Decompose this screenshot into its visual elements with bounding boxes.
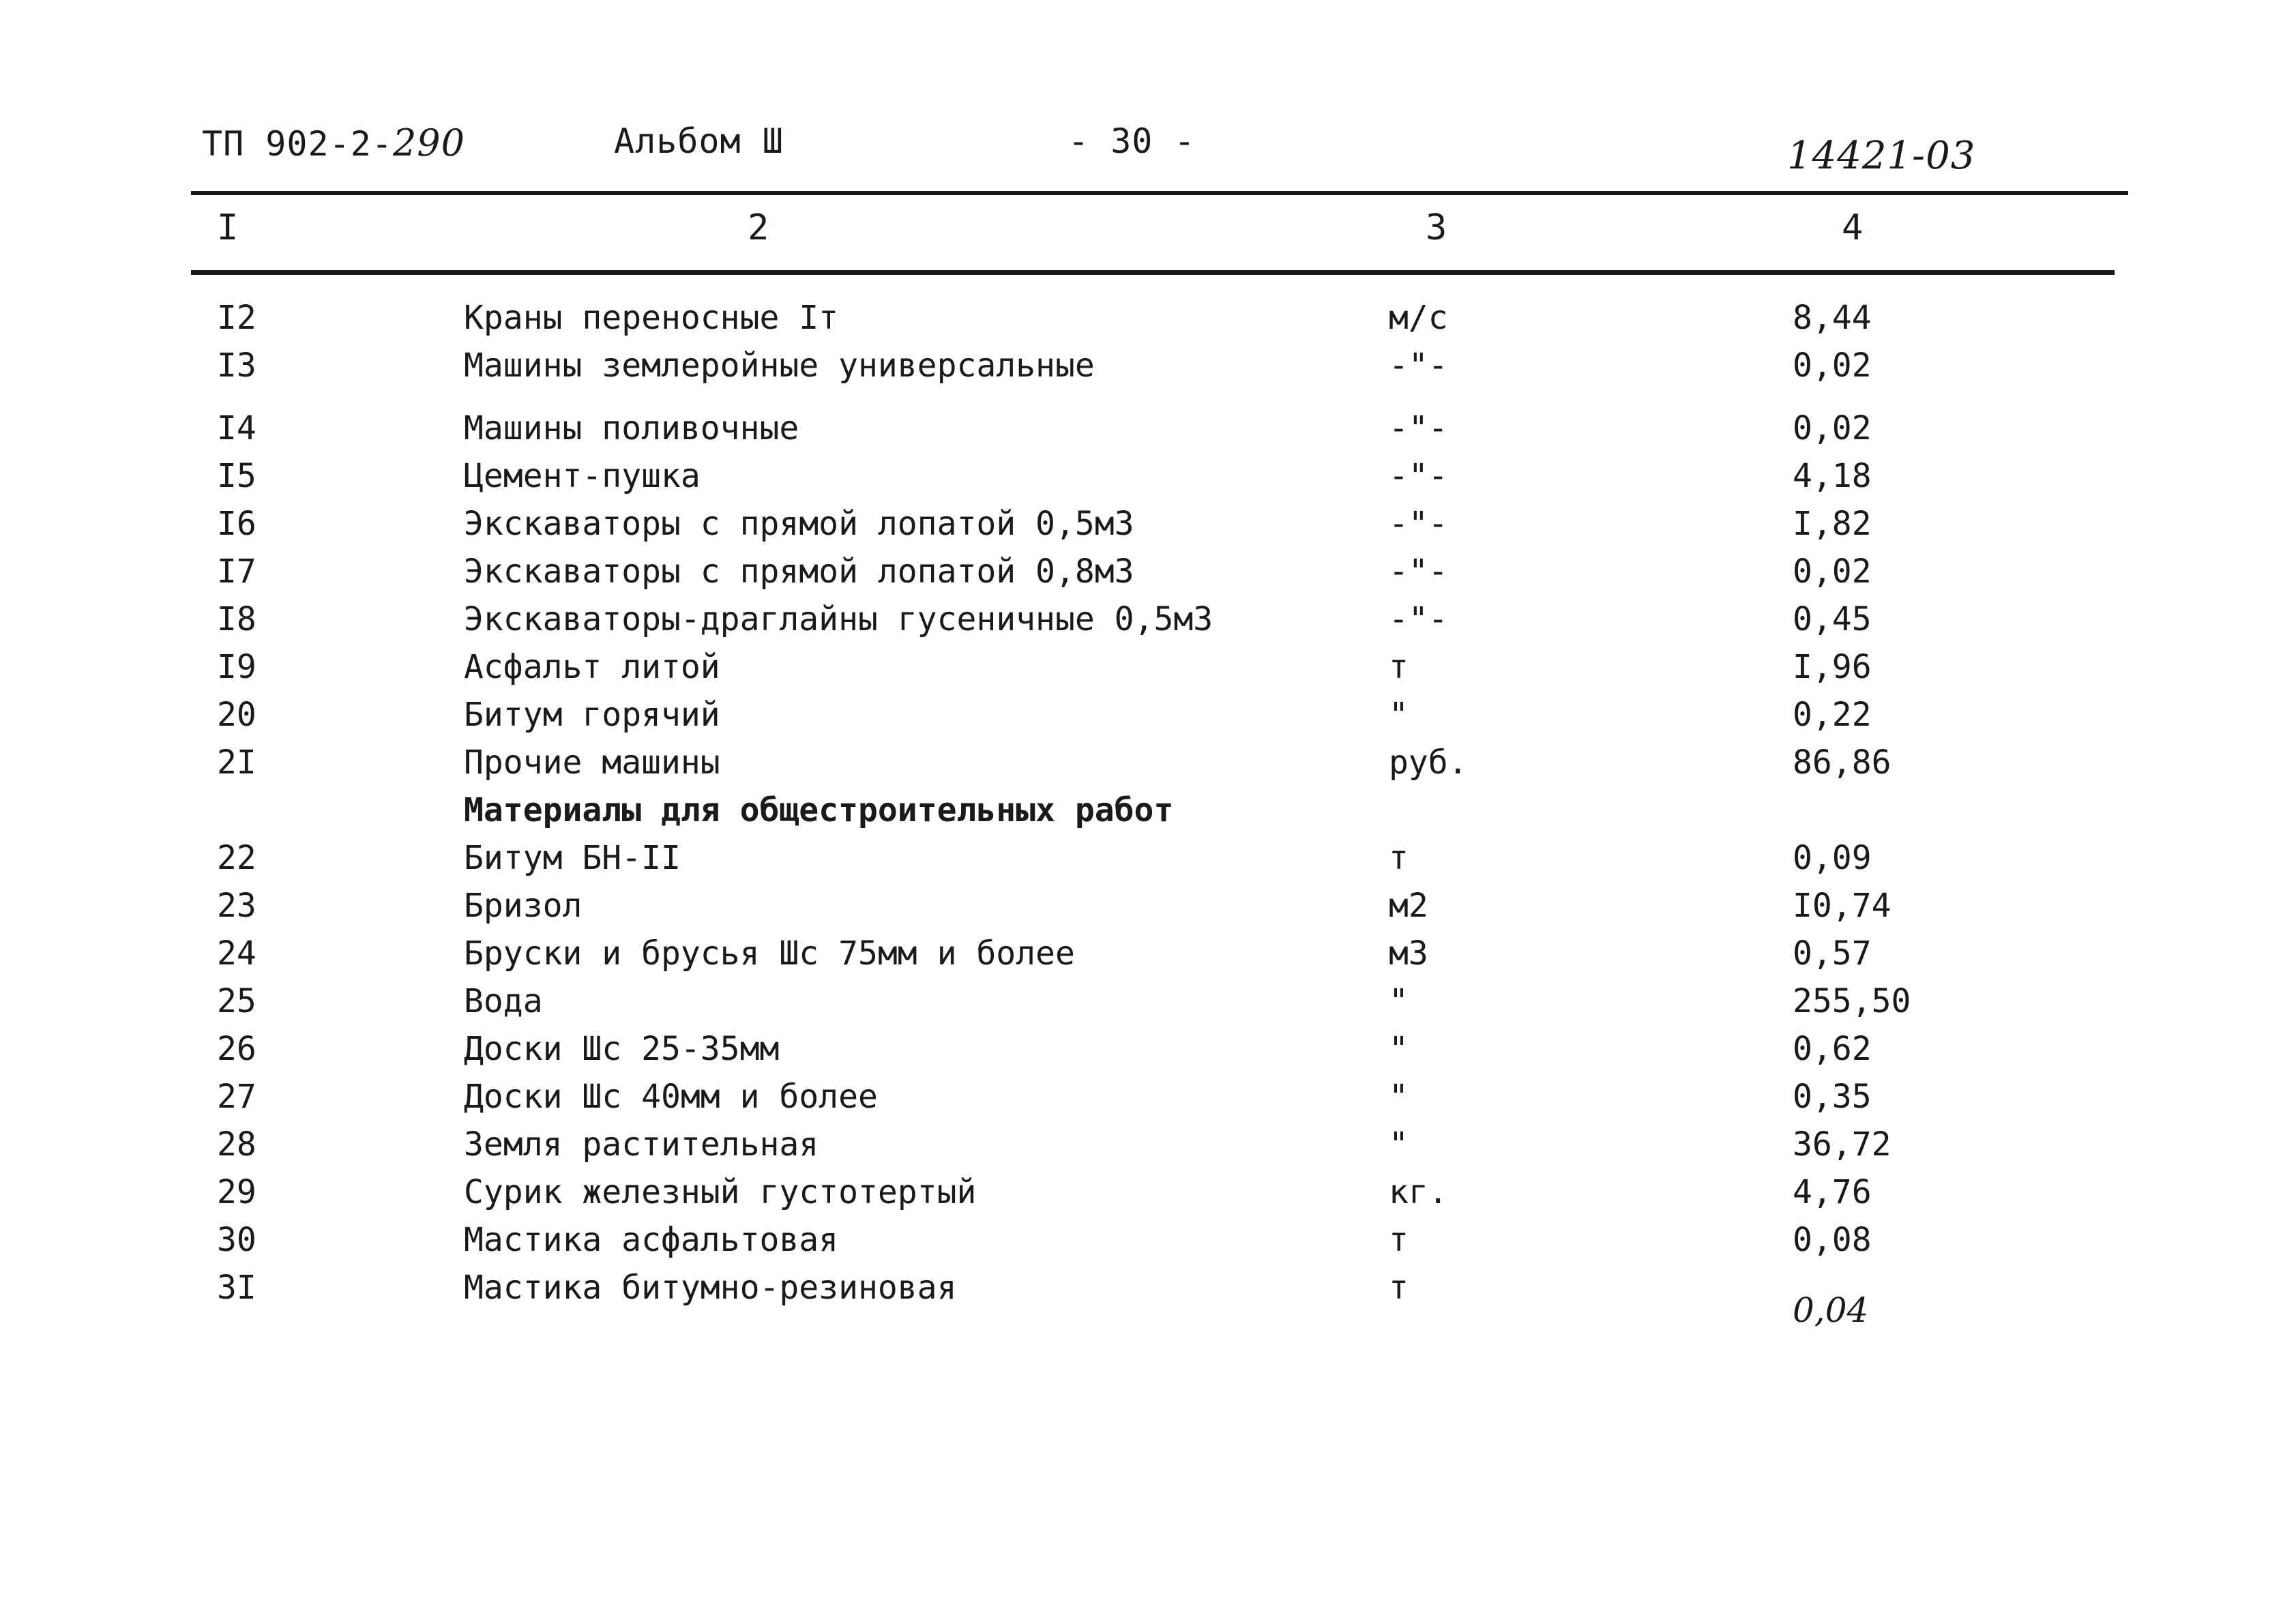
row-value: 0,02 (1793, 552, 1872, 591)
row-name: Цемент-пушка (464, 457, 701, 495)
row-value: I,82 (1793, 505, 1872, 543)
table-row (0, 299, 2296, 346)
column-header-4: 4 (1842, 207, 1864, 248)
row-unit: -"- (1389, 457, 1448, 495)
row-name: Асфальт литой (464, 648, 720, 686)
row-number: 27 (217, 1078, 256, 1116)
row-value: 4,18 (1793, 457, 1872, 495)
row-value: 0,02 (1793, 409, 1872, 447)
row-number: I3 (217, 346, 256, 385)
section-heading-row (0, 791, 2296, 839)
row-name: Битум БН-II (464, 839, 681, 877)
resource-table (0, 299, 2296, 1316)
row-value: 0,02 (1793, 346, 1872, 385)
row-value: 4,76 (1793, 1173, 1872, 1211)
table-row (0, 696, 2296, 743)
row-unit: " (1389, 696, 1409, 734)
row-value: 0,04 (1793, 1290, 1869, 1330)
table-row (0, 346, 2296, 409)
row-unit: " (1389, 1078, 1409, 1116)
row-unit: -"- (1389, 600, 1448, 638)
row-value: 0,09 (1793, 839, 1872, 877)
row-unit: т (1389, 1221, 1409, 1259)
row-name: Вода (464, 982, 543, 1020)
project-code-handwritten: 290 (392, 121, 466, 164)
row-unit: м/с (1389, 299, 1448, 337)
row-unit: т (1389, 839, 1409, 877)
row-number: I5 (217, 457, 256, 495)
row-name: Прочие машины (464, 743, 720, 782)
row-number: 25 (217, 982, 256, 1020)
row-name: Доски Шс 40мм и более (464, 1078, 878, 1116)
row-unit: т (1389, 1269, 1409, 1307)
row-value: 255,50 (1793, 982, 1911, 1020)
table-row (0, 457, 2296, 505)
row-unit: " (1389, 982, 1409, 1020)
table-row (0, 1125, 2296, 1173)
project-code-prefix: ТП 902-2- (202, 124, 393, 164)
row-value: 0,08 (1793, 1221, 1872, 1259)
row-unit: -"- (1389, 552, 1448, 591)
project-code (202, 121, 465, 164)
row-unit: кг. (1389, 1173, 1448, 1211)
row-value: 0,62 (1793, 1030, 1872, 1068)
row-number: 26 (217, 1030, 256, 1068)
row-name: Машины землеройные универсальные (464, 346, 1095, 385)
row-name: Мастика битумно-резиновая (464, 1269, 957, 1307)
table-row (0, 934, 2296, 982)
table-row (0, 982, 2296, 1030)
row-name: Земля растительная (464, 1125, 819, 1164)
row-name: Бруски и брусья Шс 75мм и более (464, 934, 1075, 973)
row-number: 3I (217, 1269, 256, 1307)
table-row (0, 839, 2296, 887)
row-name: Экскаваторы с прямой лопатой 0,5м3 (464, 505, 1134, 543)
page-number: - 30 - (1068, 121, 1196, 161)
row-number: 28 (217, 1125, 256, 1164)
row-name: Экскаваторы с прямой лопатой 0,8м3 (464, 552, 1134, 591)
column-header-1: I (217, 207, 239, 248)
row-number: 29 (217, 1173, 256, 1211)
row-unit: руб. (1389, 743, 1468, 782)
row-value: 36,72 (1793, 1125, 1892, 1164)
row-name: Экскаваторы-драглайны гусеничные 0,5м3 (464, 600, 1213, 638)
table-row (0, 648, 2296, 696)
header-rule (191, 270, 2115, 275)
table-row (0, 600, 2296, 648)
column-header-2: 2 (748, 207, 769, 248)
row-number: 24 (217, 934, 256, 973)
row-name: Доски Шс 25-35мм (464, 1030, 780, 1068)
row-number: 22 (217, 839, 256, 877)
row-unit: м2 (1389, 887, 1428, 925)
table-row (0, 1173, 2296, 1221)
row-value: 8,44 (1793, 299, 1872, 337)
row-number: I8 (217, 600, 256, 638)
table-row (0, 505, 2296, 552)
row-value: 0,45 (1793, 600, 1872, 638)
row-number: 23 (217, 887, 256, 925)
row-name: Мастика асфальтовая (464, 1221, 839, 1259)
row-unit: м3 (1389, 934, 1428, 973)
section-heading: Материалы для общестроительных работ (464, 791, 1174, 829)
row-unit: т (1389, 648, 1409, 686)
row-unit: -"- (1389, 505, 1448, 543)
row-unit: -"- (1389, 346, 1448, 385)
table-row (0, 887, 2296, 934)
table-row (0, 1030, 2296, 1078)
row-unit: " (1389, 1030, 1409, 1068)
table-row (0, 1078, 2296, 1125)
row-name: Битум горячий (464, 696, 720, 734)
row-number: I2 (217, 299, 256, 337)
row-number: 30 (217, 1221, 256, 1259)
top-rule (191, 191, 2128, 195)
row-name: Краны переносные Iт (464, 299, 839, 337)
document-number: 14421-03 (1787, 134, 1976, 178)
row-name: Бризол (464, 887, 583, 925)
row-number: I4 (217, 409, 256, 447)
row-value: 0,57 (1793, 934, 1872, 973)
row-unit: " (1389, 1125, 1409, 1164)
row-number: I6 (217, 505, 256, 543)
row-value: 86,86 (1793, 743, 1892, 782)
table-row (0, 743, 2296, 791)
row-value: I,96 (1793, 648, 1872, 686)
table-row (0, 1221, 2296, 1269)
column-header-3: 3 (1426, 207, 1447, 248)
row-number: I9 (217, 648, 256, 686)
album-label: Альбом Ш (614, 121, 784, 161)
row-value: 0,22 (1793, 696, 1872, 734)
table-row (0, 552, 2296, 600)
row-name: Сурик железный густотертый (464, 1173, 977, 1211)
row-value: I0,74 (1793, 887, 1892, 925)
row-number: 2I (217, 743, 256, 782)
row-value: 0,35 (1793, 1078, 1872, 1116)
row-unit: -"- (1389, 409, 1448, 447)
row-name: Машины поливочные (464, 409, 799, 447)
table-row (0, 1269, 2296, 1316)
row-number: 20 (217, 696, 256, 734)
table-row (0, 409, 2296, 457)
row-number: I7 (217, 552, 256, 591)
